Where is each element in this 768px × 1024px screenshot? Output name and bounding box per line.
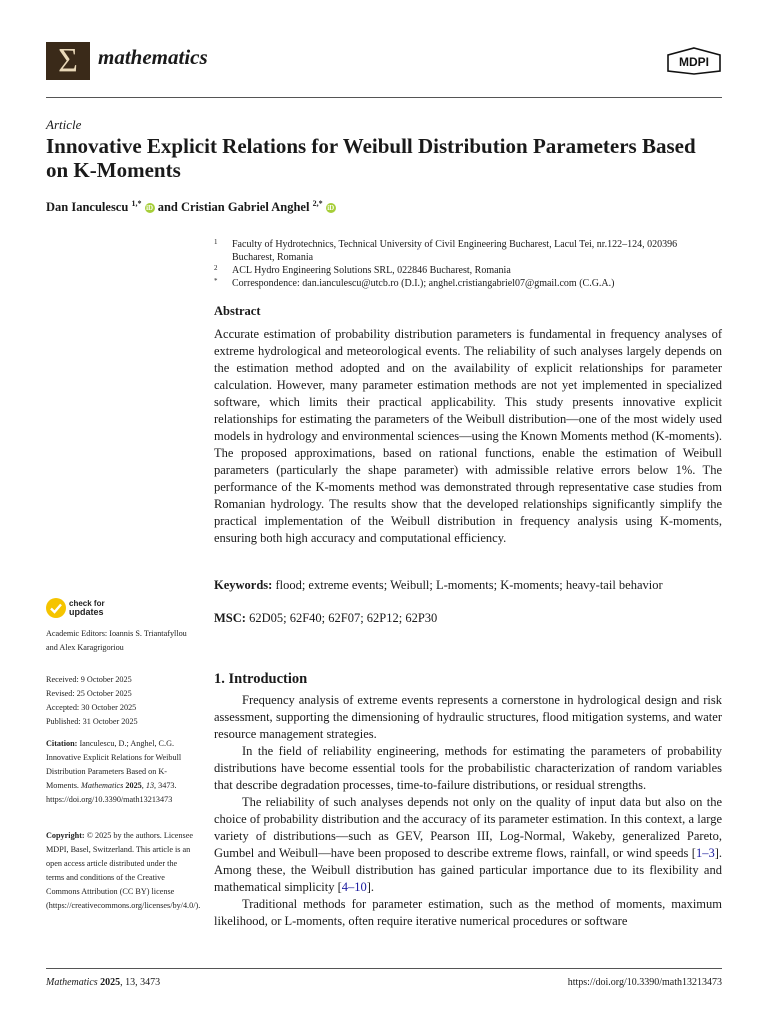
footer-volume-article: , 13, 3473 bbox=[120, 977, 161, 988]
citation-label: Citation: bbox=[46, 739, 78, 748]
affiliation-text: Faculty of Hydrotechnics, Technical University of Civil Engineering Bucharest, Lacul Tei, nr.122–124, 020396 Bucharest, Romania bbox=[232, 239, 678, 263]
mdpi-logo-text: MDPI bbox=[679, 55, 709, 69]
publication-dates bbox=[46, 673, 196, 729]
footer-doi-link[interactable]: https://doi.org/10.3390/math13213473 bbox=[567, 977, 722, 988]
author-name[interactable]: Dan Ianculescu bbox=[46, 200, 129, 215]
keywords-label: Keywords: bbox=[214, 578, 273, 592]
section-heading-introduction: 1. Introduction bbox=[214, 671, 308, 687]
introduction-body bbox=[214, 692, 722, 930]
citation-journal: Mathematics bbox=[81, 781, 124, 790]
paragraph-text: ]. Among these, the Weibull distribution has gained particular importance due to its flexibility and mathematical simplicity [ bbox=[214, 846, 722, 894]
check-for-updates-label bbox=[69, 599, 105, 617]
editors-names: Ioannis S. Triantafyllou and Alex Karagrigoriou bbox=[46, 629, 187, 652]
date-revised: Revised: 25 October 2025 bbox=[46, 689, 132, 698]
reference-link[interactable]: 4–10 bbox=[341, 880, 367, 894]
orcid-icon[interactable]: iD bbox=[327, 204, 335, 213]
mdpi-logo[interactable] bbox=[666, 47, 722, 75]
correspondence-text[interactable]: Correspondence: dan.ianculescu@utcb.ro (D.I.); anghel.cristiangabriel07@gmail.com (C.G.A.) bbox=[232, 278, 615, 289]
footer-year: 2025 bbox=[100, 977, 121, 988]
journal-logo: Σ bbox=[46, 42, 90, 80]
copyright-block bbox=[46, 829, 201, 913]
paragraph: Frequency analysis of extreme events represents a cornerstone in hydrological design and risk assessment, supporting the dimensioning of hydraulic structures, flood mitigation systems, and water resource management strategies. bbox=[214, 693, 722, 741]
editors-label: Academic Editors: bbox=[46, 629, 108, 638]
citation-block: Citation: Ianculescu, D.; Anghel, C.G. Innovative Explicit Relations for Weibull Distribution Parameters Based on K-Moments. Mathematics 2025, 13, 3473. https://doi.org/10.3390/math13213473 bbox=[46, 739, 182, 804]
msc-text: 62D05; 62F40; 62F07; 62P12; 62P30 bbox=[249, 611, 438, 625]
check-for-updates-line: updates bbox=[69, 607, 104, 617]
copyright-label: Copyright: bbox=[46, 831, 85, 840]
footer-journal: Mathematics bbox=[46, 977, 98, 988]
check-for-updates-icon bbox=[46, 598, 66, 618]
check-for-updates-badge[interactable] bbox=[46, 598, 126, 620]
header-rule bbox=[46, 97, 722, 98]
author-name[interactable]: Cristian Gabriel Anghel bbox=[180, 200, 310, 215]
article-title: Innovative Explicit Relations for Weibull Distribution Parameters Based on K-Moments bbox=[46, 134, 696, 182]
date-accepted: Accepted: 30 October 2025 bbox=[46, 703, 137, 712]
paragraph: Traditional methods for parameter estimation, such as the method of moments, maximum likelihood, or L-moments, often require iterative numerical procedures or software bbox=[214, 897, 722, 928]
author-list bbox=[46, 199, 336, 215]
abstract-text: Accurate estimation of probability distribution parameters is fundamental in frequency analyses of extreme hydrological and meteorological events. The reliability of such analyses largely depends on the estimation method adopted and on the availability of explicit relationships for parameter calculation. However, many parameter estimation methods are not yet implemented in specialized software, which limits their practical applicability. This study presents innovative explicit relationships for estimating the parameters of the Weibull distribution—one of the most widely used models in hydrology and environmental sciences—using the Known Moments method (K-moments). The proposed approximations, based on rational functions, enable the estimation of Weibull parameters (particularly the shape parameter) with admissible relative errors below 1%. The performance of the K-moments method was demonstrated through representative case studies from Romanian hydrology. The results show that the developed relationships significantly simplify the practical implementation of the Weibull distribution in frequency analysis using K-moments, ensuring both high accuracy and computational efficiency. bbox=[214, 327, 722, 545]
copyright-text: © 2025 by the authors. Licensee MDPI, Basel, Switzerland. This article is an open access article distributed under the terms and conditions of the Creative Commons Attribution (CC BY) license (https://creativecommons.org/licenses/by/4.0/). bbox=[46, 831, 201, 910]
reference-link[interactable]: 1–3 bbox=[695, 846, 715, 860]
msc-codes bbox=[214, 611, 722, 626]
citation-year: 2025 bbox=[125, 781, 142, 790]
paragraph: In the field of reliability engineering, methods for estimating the parameters of probability distributions have become essential tools for the probabilistic characterization of random variables that describe degradation processes, time-to-failure distributions, or residual strengths. bbox=[214, 744, 722, 792]
paragraph bbox=[214, 794, 722, 896]
citation-doi[interactable]: , 3473. https://doi.org/10.3390/math13213473 bbox=[46, 781, 177, 804]
keywords bbox=[214, 578, 722, 593]
academic-editors bbox=[46, 627, 196, 655]
paragraph-text: The reliability of such analyses depends not only on the quality of input data but also on the choice of probability distribution and the accuracy of its parameter estimation. In this context, a large variety of distributions—such as GEV, Pearson III, Log-Normal, Wakeby, generalized Pareto, Gumbel and Weibull—have been proposed to describe extreme flows, rainfall, or wind speeds [ bbox=[214, 795, 722, 860]
check-for-updates-line: check for bbox=[69, 599, 105, 608]
footer-rule bbox=[46, 968, 722, 969]
affiliation-number: * bbox=[214, 277, 218, 285]
abstract-heading: Abstract bbox=[214, 304, 261, 318]
article-type: Article bbox=[46, 117, 82, 132]
date-received: Received: 9 October 2025 bbox=[46, 675, 132, 684]
paragraph-text: ]. bbox=[366, 880, 375, 894]
citation-text: Ianculescu, D.; Anghel, C.G. Innovative Explicit Relations for Weibull Distribution Parameters Based on K-Moments. bbox=[46, 739, 182, 790]
citation-volume: 13 bbox=[145, 781, 155, 790]
author-affiliation-mark: 1,* bbox=[131, 199, 142, 208]
orcid-icon[interactable]: iD bbox=[146, 204, 154, 213]
keywords-text: flood; extreme events; Weibull; L-moments; K-moments; heavy-tail behavior bbox=[275, 578, 663, 592]
date-published: Published: 31 October 2025 bbox=[46, 717, 138, 726]
affiliation-number: 2 bbox=[214, 264, 218, 272]
msc-label: MSC: bbox=[214, 611, 246, 625]
affiliation-text: ACL Hydro Engineering Solutions SRL, 022846 Bucharest, Romania bbox=[232, 265, 511, 276]
affiliation-number: 1 bbox=[214, 238, 218, 246]
footer-citation bbox=[46, 977, 160, 988]
author-joiner: and bbox=[157, 200, 178, 215]
journal-name[interactable]: mathematics bbox=[98, 45, 208, 69]
author-affiliation-mark: 2,* bbox=[312, 199, 323, 208]
